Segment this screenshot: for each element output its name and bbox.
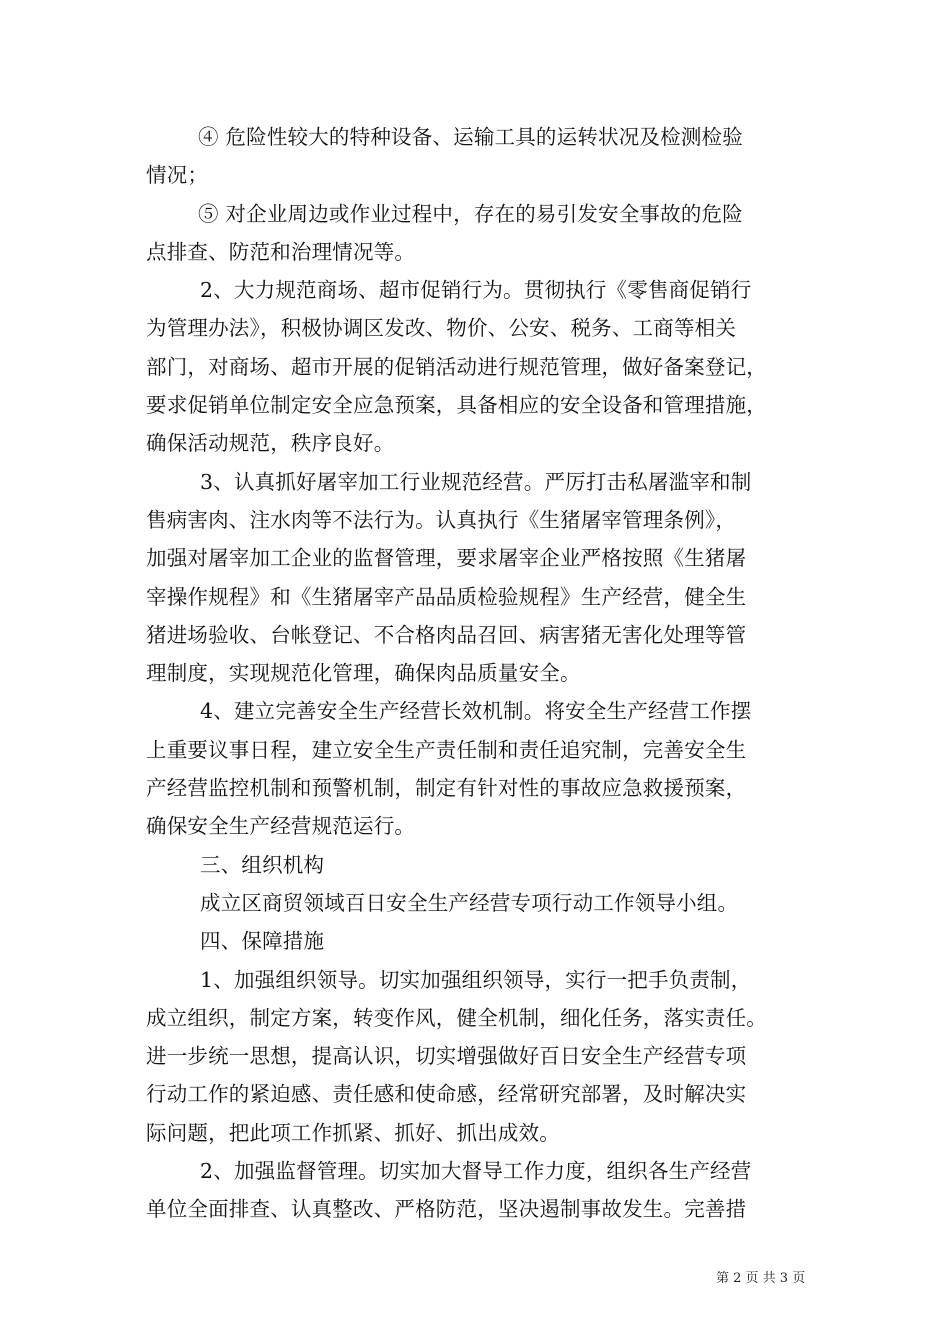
text-line: 产经营监控机制和预警机制，制定有针对性的事故应急救援预案，: [146, 776, 747, 801]
text-line: 单位全面排查、认真整改、严格防范，坚决遏制事故发生。完善措: [146, 1197, 747, 1222]
page-number: 第 2 页 共 3 页: [716, 1271, 806, 1286]
text-line: 点排查、防范和治理情况等。: [146, 239, 416, 264]
text-line: 行动工作的紧迫感、责任感和使命感，经常研究部署，及时解决实: [146, 1082, 747, 1107]
text-line: 确保活动规范，秩序良好。: [146, 431, 395, 456]
text-line: 成立组织，制定方案，转变作风，健全机制，细化任务，落实责任。: [146, 1005, 767, 1030]
text-line: 2、加强监督管理。切实加大督导工作力度，组织各生产经营: [200, 1159, 752, 1184]
text-line: 2、大力规范商场、超市促销行为。贯彻执行《零售商促销行: [200, 278, 752, 303]
text-line: 为管理办法》，积极协调区发改、物价、公安、税务、工商等相关: [146, 316, 737, 341]
text-line: 要求促销单位制定安全应急预案，具备相应的安全设备和管理措施，: [146, 393, 767, 418]
text-line: 宰操作规程》和《生猪屠宰产品品质检验规程》生产经营，健全生: [146, 584, 747, 609]
text-line: 售病害肉、注水肉等不法行为。认真执行《生猪屠宰管理条例》，: [146, 507, 737, 532]
text-line: 理制度，实现规范化管理，确保肉品质量安全。: [146, 661, 581, 686]
text-line: 4、建立完善安全生产经营长效机制。将安全生产经营工作摆: [200, 699, 752, 724]
section-heading: 四、保障措施: [200, 929, 325, 954]
section-heading: 三、组织机构: [200, 852, 325, 877]
text-line: 加强对屠宰加工企业的监督管理，要求屠宰企业严格按照《生猪屠: [146, 546, 747, 571]
text-line: 猪进场验收、台帐登记、不合格肉品召回、病害猪无害化处理等管: [146, 622, 747, 647]
text-line: 际问题，把此项工作抓紧、抓好、抓出成效。: [146, 1120, 560, 1145]
text-line: ④ 危险性较大的特种设备、运输工具的运转状况及检测检验: [198, 125, 743, 149]
text-line: 部门，对商场、超市开展的促销活动进行规范管理，做好备案登记，: [146, 354, 767, 379]
text-line: ⑤ 对企业周边或作业过程中，存在的易引发安全事故的危险: [198, 201, 743, 226]
text-line: 上重要议事日程，建立安全生产责任制和责任追究制，完善安全生: [146, 737, 747, 762]
text-line: 进一步统一思想，提高认识，切实增强做好百日安全生产经营专项: [146, 1044, 747, 1069]
text-line: 成立区商贸领域百日安全生产经营专项行动工作领导小组。: [200, 890, 739, 915]
document-body: [146, 118, 810, 1229]
text-line: 3、认真抓好屠宰加工行业规范经营。严厉打击私屠滥宰和制: [200, 469, 752, 494]
text-line: 1、加强组织领导。切实加强组织领导，实行一把手负责制，: [200, 967, 752, 992]
text-line: 情况；: [146, 163, 209, 188]
text-line: 确保安全生产经营规范运行。: [146, 814, 416, 839]
